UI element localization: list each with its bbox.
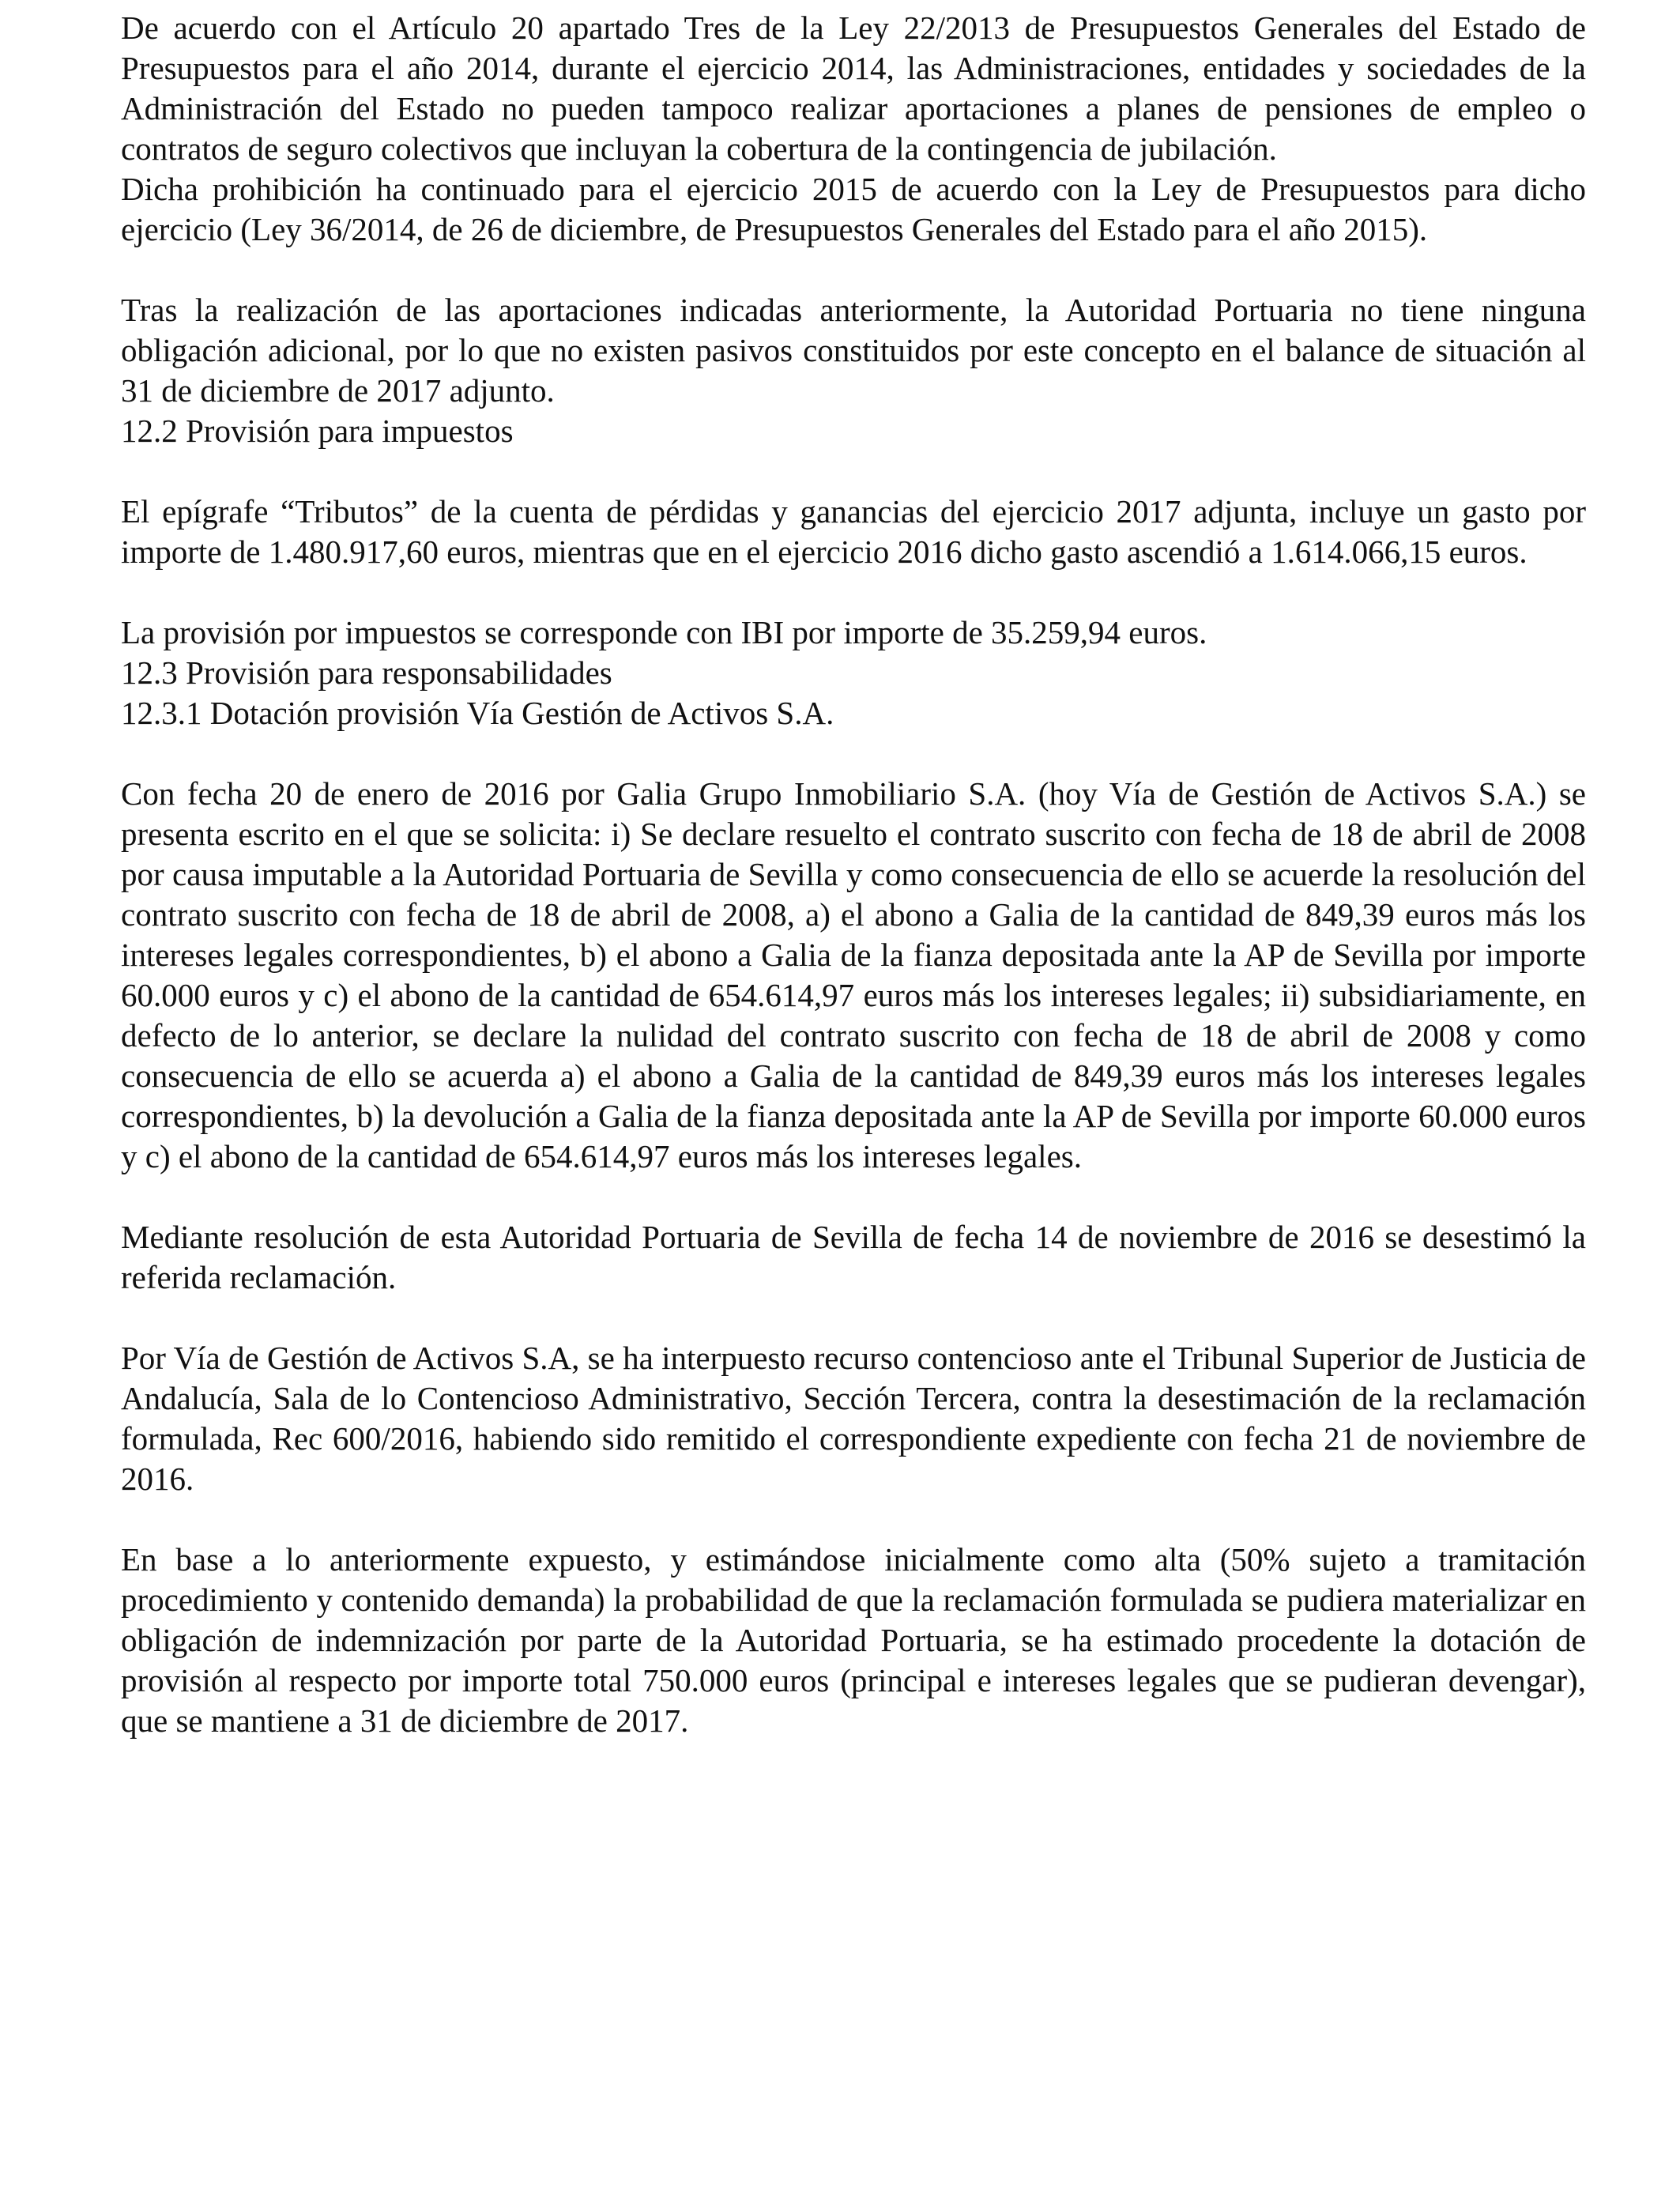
document-page: [121, 0, 1586, 1741]
paragraph-appeal: Por Vía de Gestión de Activos S.A, se ha interpuesto recurso contencioso ante el Tribunal Superior de Justicia de Andalucía, Sala de lo Contencioso Administrativo, Sección Tercera, contra la desestimación de la reclamación formulada, Rec 600/2016, habiendo sido remitido el correspondiente expediente con fecha 21 de noviembre de 2016.: [121, 1340, 1586, 1497]
section-heading-12-3-1: 12.3.1 Dotación provisión Vía Gestión de Activos S.A.: [121, 695, 834, 731]
paragraph-ibi-provision: La provisión por impuestos se corresponde con IBI por importe de 35.259,94 euros.: [121, 614, 1207, 650]
paragraph-galia-claim: Con fecha 20 de enero de 2016 por Galia Grupo Inmobiliario S.A. (hoy Vía de Gestión de Activos S.A.) se presenta escrito en el que se solicita: i) Se declare resuelto el contrato suscrito con fecha de 18 de abril de 2008 por causa imputable a la Autoridad Portuaria de Sevilla y como consecuencia de ello se acuerde la resolución del contrato suscrito con fecha de 18 de abril de 2008, a) el abono a Galia de la cantidad de 849,39 euros más los intereses legales correspondientes, b) el abono a Galia de la fianza depositada ante la AP de Sevilla por importe 60.000 euros y c) el abono de la cantidad de 654.614,97 euros más los intereses legales; ii) subsidiariamente, en defecto de lo anterior, se declare la nulidad del contrato suscrito con fecha de 18 de abril de 2008 y como consecuencia de ello se acuerda a) el abono a Galia de la cantidad de 849,39 euros más los intereses legales correspondientes, b) la devolución a Galia de la fianza depositada ante la AP de Sevilla por importe 60.000 euros y c) el abono de la cantidad de 654.614,97 euros más los intereses legales.: [121, 775, 1586, 1174]
paragraph-no-additional-obligation: Tras la realización de las aportaciones indicadas anteriormente, la Autoridad Portuaria no tiene ninguna obligación adicional, por lo que no existen pasivos constituidos por este concepto en el balance de situación al 31 de diciembre de 2017 adjunto.: [121, 292, 1586, 409]
section-heading-12-2: 12.2 Provisión para impuestos: [121, 413, 514, 449]
paragraph-tributos: El epígrafe “Tributos” de la cuenta de pérdidas y ganancias del ejercicio 2017 adjunta, incluye un gasto por importe de 1.480.917,60 euros, mientras que en el ejercicio 2016 dicho gasto ascendió a 1.614.066,15 euros.: [121, 493, 1586, 570]
paragraph-2015-continuation: Dicha prohibición ha continuado para el ejercicio 2015 de acuerdo con la Ley de Presupuestos para dicho ejercicio (Ley 36/2014, de 26 de diciembre, de Presupuestos Generales del Estado para el año 2015).: [121, 171, 1586, 247]
paragraph-provision-amount: En base a lo anteriormente expuesto, y estimándose inicialmente como alta (50% sujeto a tramitación procedimiento y contenido demanda) la probabilidad de que la reclamación formulada se pudiera materializar en obligación de indemnización por parte de la Autoridad Portuaria, se ha estimado procedente la dotación de provisión al respecto por importe total 750.000 euros (principal e intereses legales que se pudieran devengar), que se mantiene a 31 de diciembre de 2017.: [121, 1541, 1586, 1739]
section-heading-12-3: 12.3 Provisión para responsabilidades: [121, 654, 612, 691]
paragraph-resolution-dismissal: Mediante resolución de esta Autoridad Portuaria de Sevilla de fecha 14 de noviembre de 2016 se desestimó la referida reclamación.: [121, 1219, 1586, 1295]
paragraph-art20-prohibition: De acuerdo con el Artículo 20 apartado Tres de la Ley 22/2013 de Presupuestos Generales del Estado de Presupuestos para el año 2014, durante el ejercicio 2014, las Administraciones, entidades y sociedades de la Administración del Estado no pueden tampoco realizar aportaciones a planes de pensiones de empleo o contratos de seguro colectivos que incluyan la cobertura de la contingencia de jubilación.: [121, 9, 1586, 167]
